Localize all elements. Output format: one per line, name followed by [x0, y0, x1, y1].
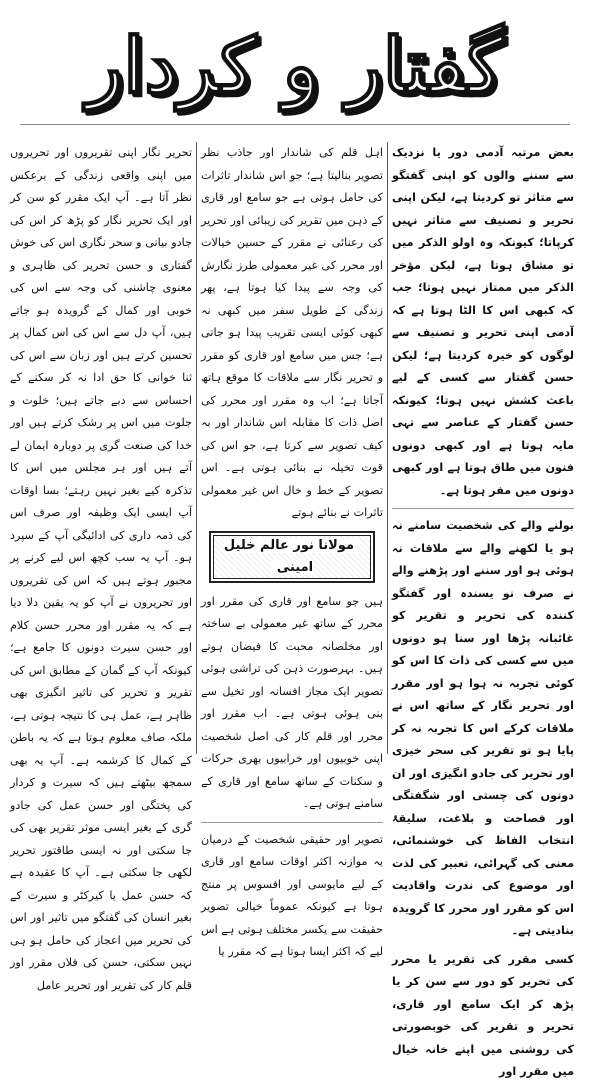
paragraph: کسی مقرر کی تقریر یا محرر کی تحریر کو دور سے سن کر یا پڑھ کر ایک سامع اور قاری، تحریر و تقریر کی خوبصورتی کی روشنی میں اپنے خانہ خیال میں مقرر اور	[392, 952, 574, 1078]
paragraph: بولنے والے کی شخصیت سامنے نہ ہو یا لکھنے والے سے ملاقات نہ ہوئی ہو اور سننے اور پڑھنے والے نے صرف نو یسندہ اور گفتگو کنندہ کی تحریر و تقریر کو غائبانہ پڑھا اور سنا ہو دونوں میں سے کسی کی ذات کا اس کو کوئی تجربہ نہ ہوا ہو اور مقرر اور تحریر نگار کے ساتھ اس نے ملاقات کرکے اس کا تجربہ نہ کر پایا ہو تو تقریر کی سحر خیزی اور تحریر کی جادو انگیزی اور ان دونوں کی چستی اور شگفتگی اور فصاحت و بلاغت، سلیقۂ انتخاب الفاظ کی خوشنمائی، معنی کی گہرائی، تعبیر کی لذت اور موضوع کی ندرت واقادیت اس کو مقرر اور محرر کا گرویدہ بنادیتی ہے۔	[392, 519, 574, 937]
column-divider-left	[196, 142, 197, 754]
column-right	[392, 142, 574, 1078]
author-byline: مولانا نور عالم خلیل امینی	[224, 538, 360, 575]
paragraph-separator	[392, 508, 574, 509]
paragraph: تصویر اور حقیقی شخصیت کے درمیان یہ موازنہ اکثر اوقات سامع اور قاری کے لیے مایوسی اور افسوس پر منتج ہوتا ہے کیونکہ عموماً خیالی تصویر حقیقت سے یکسر مختلف ہوتی ہے اس لیے کہ اکثر ایسا ہوتا ہے کہ مقرر یا	[201, 832, 383, 958]
paragraph: بعض مرتبہ آدمی دور یا نزدیک سے سننے والوں کو اپنی گفتگو سے متاثر تو کردیتا ہے، لیکن اپنی تحریر و تصنیف سے متاثر نہیں کرپاتا؛ کیونکہ وہ اولو الذکر میں تو مشاق ہوتا ہے، لیکن مؤخر الذکر میں ممتاز نہیں ہوتا؛ جب کہ کبھی اس کا الٹا ہوتا ہے کہ آدمی اپنی تحریر و تصنیف سے لوگوں کو خیرہ کردیتا ہے؛ لیکن حسن گفتار سے کسی کے لیے باعث کشش نہیں ہوتا؛ کیونکہ حسن گفتار کے عناصر سے تہی مایہ ہوتا ہے اور کبھی دونوں فنون میں طاق ہوتا ہے اور کبھی دونوں میں مفر ہوتا ہے۔	[392, 146, 574, 497]
paragraph: اہل قلم کی شاندار اور جاذب نظر تصویر بنالیتا ہے؛ جو اس شاندار تاثرات کی حامل ہوتی ہے جو سامع اور قاری کے ذہن میں تقریر کی زیبائی اور تحریر کی رعنائی نے مقرر کے حسین خیالات اور محرر کی غیر معمولی طرز نگارش کی وجہ سے پیدا کیا ہوتا ہے، پھر زندگی کے طویل سفر میں کبھی نہ کبھی کوئی ایسی تقریب پیدا ہو جاتی ہے؛ جس میں سامع اور قاری کو مقرر و تحریر نگار سے ملاقات کا موقع ہاتھ آجاتا ہے؛ اب وہ مقرر اور محرر کی اصل ذات کا مقابلہ اس شاندار اور بہ کیف تصویر سے کرتا ہے، جو اس کی قوت تخیلہ نے بنائی ہوتی ہے۔ اس تصویر کے خط و خال اس غیر معمولی تاثرات نے بنائے ہوتے	[201, 146, 383, 519]
paragraph: ہیں جو سامع اور قاری کی مقرر اور محرر کے ساتھ غیر معمولی بے ساختہ اور مخلصانہ محبت کا فیضان ہوتے ہیں۔ بہرصورت ذہن کی تراشی ہوئی تصویر ایک مجاز افسانہ اور تخیل سے بنی ہوئی ہوتی ہے۔ اب مقرر اور محرر اور قلم کار کی اصل شخصیت اپنی خوبیوں اور خرابیوں بھری حرکات و سکنات کے ساتھ سامع اور قاری کے سامنے ہوتی ہے۔	[201, 594, 383, 810]
article-title: گفتار و کردار	[86, 21, 504, 110]
author-byline-box	[209, 531, 375, 583]
column-left	[10, 142, 192, 992]
title-divider	[20, 124, 570, 125]
paragraph-separator	[201, 822, 383, 823]
column-divider-right	[387, 142, 388, 754]
column-middle	[201, 142, 383, 958]
paragraph: تحریر نگار اپنی تقریروں اور تحریروں میں اپنی واقعی زندگی کے برعکس نظر آتا ہے۔ آپ ایک مقرر کو سن کر اور ایک تحریر نگار کو پڑھ کر اس کی جادو بیانی و سحر نگاری اس کی خوش گفتاری و حسن تحریر کی ظاہری و معنوی چاشنی کی وجہ سے اس کی خوبی اور کمال کے گرویدہ ہو جاتے ہیں، آپ دل سے اس کی اس کمال پر تحسین کرتے ہیں اور زبان سے اس کی ثنا خوانی کا حق ادا نہ کر سکنے کے احساس سے دبے جاتے ہیں؛ خلوت و جلوت میں اس پر رشک کرتے ہیں اور خدا کی صنعت گری پر دوبارہ ایمان لے آتے ہیں اور ہر مجلس میں اس کا تذکرہ کیے بغیر نہیں رہتے؛ بسا اوقات آپ ایسی ایک وظیفہ اور صرف اس کی ذمہ داری کی ادائیگی آپ کے سپرد ہو۔ آپ یہ سب کچھ اس لیے کرنے پر مجبور ہوتے ہیں کہ اس کی تقریروں اور تحریروں نے آپ کو یہ یقین دلا دیا ہے کہ یہ مقرر اور محرر حسن کلام اور حسن سیرت دونوں کا جامع ہے؛ کیونکہ آپ کے گمان کے مطابق اس کی تقریر و تحریر کی تاثیر انگیزی بھی ظاہر ہے، عمل ہی کا نتیجہ ہوتی ہے، ملکہ صاف معلوم ہوتا ہے کہ یہ باطن کے کمال کا کرشمہ ہے۔ آپ یہ بھی سمجھ بیٹھتے ہیں کہ سیرت و کردار کی پختگی اور حسن عمل کی جادو گری کے بغیر ایسی موثر تقریر بھی کی جا سکتی اور نہ ایسی طاقتور تحریر لکھی جا سکتی ہے۔ آپ کا عقیدہ ہے کہ حسن عمل یا کیرکٹر و سیرت کے بغیر انسان کی گفتگو میں تاثیر اور اس کی تحریر میں اعجاز کی حامل ہو ہی نہیں سکتی، حسن کی فلاں مقرر اور قلم کار کی تقریر اور تحریر عامل	[10, 146, 192, 992]
